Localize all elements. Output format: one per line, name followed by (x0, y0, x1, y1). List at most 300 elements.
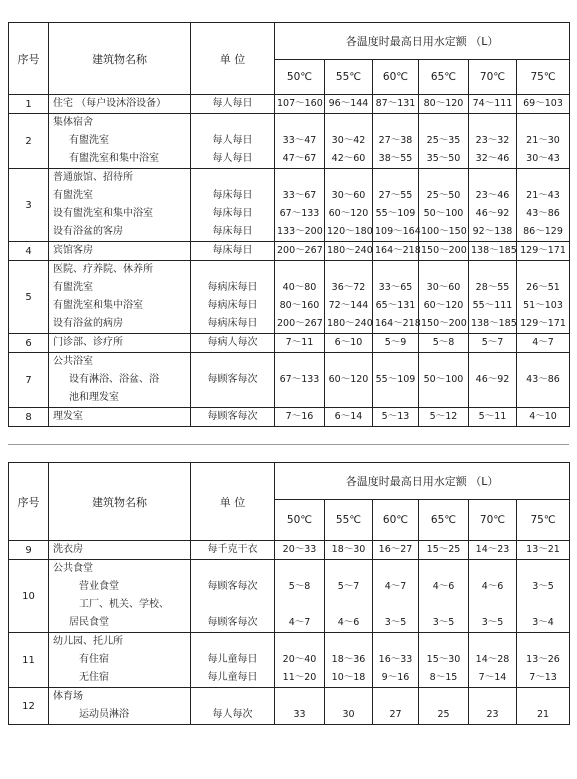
quota-value-cell (419, 541, 469, 560)
unit-label: 每顾客每次 (207, 581, 258, 592)
quota-value: 18～30 (331, 544, 366, 555)
quota-value: 50～100 (423, 374, 464, 385)
quota-value (375, 633, 416, 651)
quota-value-cell (275, 688, 325, 725)
unit-label: 每床每日 (212, 226, 253, 237)
quota-value-cell (419, 353, 469, 408)
quota-value: 69～103 (523, 98, 563, 109)
quota-value: 6～14 (334, 411, 363, 422)
quota-value: 107～160 (277, 98, 323, 109)
quota-value (277, 389, 322, 407)
quota-value-cell (325, 560, 373, 633)
building-name: 门诊部、诊疗所 (53, 337, 123, 348)
header-building-name: 建筑物名称 (49, 23, 191, 95)
quota-value (519, 633, 567, 651)
quota-value-cell (517, 334, 570, 353)
quota-value (519, 261, 567, 279)
quota-value-cell (373, 633, 419, 688)
quota-value-cell (419, 261, 469, 334)
table-row (9, 169, 570, 242)
quota-value: 3～5 (432, 617, 455, 628)
quota-value-cell (469, 95, 517, 114)
quota-value-cell (469, 242, 517, 261)
quota-value: 33～47 (282, 135, 317, 146)
header-temp: 55℃ (325, 500, 373, 541)
row-number: 2 (9, 114, 49, 169)
quota-value: 129～171 (520, 318, 566, 329)
quota-value (471, 261, 514, 279)
quota-value (327, 114, 370, 132)
quota-value-cell (275, 560, 325, 633)
unit-label: 每病床每日 (207, 318, 258, 329)
building-name: 住宅 （每户设沐浴设备） (53, 98, 167, 109)
table-row (9, 114, 570, 169)
quota-value: 47～67 (282, 153, 317, 164)
quota-value (471, 389, 514, 407)
quota-value: 4～10 (529, 411, 557, 422)
row-number: 5 (9, 261, 49, 334)
unit-cell (191, 261, 275, 334)
section-divider (8, 444, 569, 445)
quota-value (421, 688, 466, 706)
table-row (9, 560, 570, 633)
quota-value (277, 261, 322, 279)
quota-value (471, 114, 514, 132)
quota-value-cell (469, 541, 517, 560)
header-temp: 75℃ (517, 500, 570, 541)
quota-value: 8～15 (429, 672, 458, 683)
header-temp: 70℃ (469, 500, 517, 541)
quota-value: 5～7 (481, 337, 504, 348)
quota-value: 33～67 (282, 190, 317, 201)
row-number: 1 (9, 95, 49, 114)
row-number: 4 (9, 242, 49, 261)
quota-value: 23 (486, 709, 499, 720)
quota-value (327, 169, 370, 187)
unit-label (193, 169, 272, 187)
quota-value: 200～267 (277, 245, 323, 256)
table-row (9, 633, 570, 688)
quota-value (471, 560, 514, 578)
quota-value: 20～33 (282, 544, 317, 555)
building-name-cell (49, 242, 191, 261)
row-number: 6 (9, 334, 49, 353)
quota-value (471, 353, 514, 371)
unit-cell (191, 633, 275, 688)
header-temp: 75℃ (517, 60, 570, 95)
building-name: 设有盥洗室和集中浴室 (53, 208, 153, 219)
quota-value: 80～160 (279, 300, 320, 311)
quota-value-cell (419, 114, 469, 169)
quota-value: 5～11 (478, 411, 507, 422)
quota-value-cell (517, 688, 570, 725)
quota-value (277, 688, 322, 706)
unit-cell (191, 688, 275, 725)
quota-value-cell (275, 353, 325, 408)
quota-value: 100～150 (421, 226, 467, 237)
quota-value-cell (419, 408, 469, 427)
quota-value-cell (275, 633, 325, 688)
table-2-body (9, 541, 570, 725)
building-name: 设有淋浴、浴盆、浴 (69, 374, 159, 385)
unit-cell (191, 114, 275, 169)
header-temp: 65℃ (419, 60, 469, 95)
quota-value: 5～8 (432, 337, 455, 348)
building-name-cell (49, 541, 191, 560)
quota-value-cell (517, 541, 570, 560)
building-name: 有住宿 (79, 654, 109, 665)
unit-label: 每床每日 (212, 245, 253, 256)
quota-value: 164～218 (375, 318, 421, 329)
quota-value: 30～60 (331, 190, 366, 201)
quota-value-cell (275, 334, 325, 353)
building-name: 幼儿园、托儿所 (53, 636, 123, 647)
unit-label: 每儿童每日 (207, 654, 258, 665)
building-name: 有盥洗室 (53, 282, 93, 293)
unit-cell (191, 560, 275, 633)
quota-value-cell (517, 353, 570, 408)
unit-label: 每顾客每次 (207, 374, 258, 385)
table-row (9, 242, 570, 261)
quota-value: 16～27 (378, 544, 413, 555)
quota-value: 43～86 (526, 374, 560, 385)
quota-value-cell (275, 261, 325, 334)
building-name: 居民食堂 (69, 617, 109, 628)
unit-label: 每人每次 (212, 709, 253, 720)
quota-value (519, 596, 567, 614)
quota-value (421, 389, 466, 407)
unit-label: 每病床每日 (207, 300, 258, 311)
quota-value: 5～12 (429, 411, 458, 422)
building-name: 有盥洗室 (69, 135, 109, 146)
quota-value: 7～11 (285, 337, 314, 348)
header-no: 序号 (9, 463, 49, 541)
building-name: 公共食堂 (53, 563, 93, 574)
quota-value-cell (275, 541, 325, 560)
quota-value: 87～131 (375, 98, 416, 109)
quota-value (327, 261, 370, 279)
quota-value: 5～9 (384, 337, 407, 348)
quota-value-cell (373, 541, 419, 560)
unit-label (193, 688, 272, 706)
quota-value: 7～14 (478, 672, 507, 683)
quota-value: 55～109 (375, 374, 416, 385)
quota-value-cell (373, 688, 419, 725)
quota-value-cell (419, 334, 469, 353)
quota-value: 28～55 (475, 282, 510, 293)
quota-value: 30～43 (526, 153, 560, 164)
building-name: 宾馆客房 (53, 245, 93, 256)
quota-value: 7～13 (529, 672, 557, 683)
quota-value: 23～46 (475, 190, 510, 201)
quota-value (519, 114, 567, 132)
unit-label: 每千克干衣 (207, 544, 258, 555)
building-name: 有盥洗室和集中浴室 (69, 153, 159, 164)
quota-value: 74～111 (472, 98, 513, 109)
quota-value: 50～100 (423, 208, 464, 219)
building-name: 设有浴盆的客房 (53, 226, 123, 237)
building-name: 普通旅馆、招待所 (53, 172, 133, 183)
quota-value (519, 389, 567, 407)
quota-value: 96～144 (328, 98, 369, 109)
quota-value: 42～60 (331, 153, 366, 164)
quota-value: 65～131 (375, 300, 416, 311)
quota-value: 3～4 (532, 617, 554, 628)
quota-value: 4～7 (288, 617, 311, 628)
quota-value (375, 596, 416, 614)
quota-value: 27 (389, 709, 402, 720)
quota-value-cell (325, 114, 373, 169)
building-name: 医院、疗养院、休养所 (53, 264, 153, 275)
quota-value-cell (373, 353, 419, 408)
header-temp: 60℃ (373, 60, 419, 95)
unit-cell (191, 408, 275, 427)
header-temp: 60℃ (373, 500, 419, 541)
quota-value: 33 (293, 709, 306, 720)
quota-value: 25～50 (426, 190, 461, 201)
quota-value: 4～6 (432, 581, 455, 592)
quota-value (277, 353, 322, 371)
quota-value: 43～86 (526, 208, 560, 219)
header-building-name: 建筑物名称 (49, 463, 191, 541)
quota-value: 14～28 (475, 654, 510, 665)
quota-value: 11～20 (282, 672, 317, 683)
quota-value (375, 389, 416, 407)
unit-label: 每病人每次 (207, 337, 258, 348)
quota-value: 5～13 (381, 411, 410, 422)
building-name-cell (49, 408, 191, 427)
water-quota-table-2 (8, 462, 570, 725)
row-number: 7 (9, 353, 49, 408)
quota-value-cell (275, 408, 325, 427)
quota-value: 40～80 (282, 282, 317, 293)
unit-label: 每人每日 (212, 98, 253, 109)
quota-value-cell (469, 114, 517, 169)
quota-value: 14～23 (475, 544, 510, 555)
quota-value (421, 114, 466, 132)
building-name: 有盥洗室和集中浴室 (53, 300, 143, 311)
quota-value (421, 261, 466, 279)
building-name-cell (49, 334, 191, 353)
quota-value (519, 560, 567, 578)
unit-label: 每床每日 (212, 208, 253, 219)
quota-value-cell (275, 95, 325, 114)
unit-label: 每床每日 (212, 190, 253, 201)
quota-value: 21～30 (526, 135, 560, 146)
header-quota-group: 各温度时最高日用水定额 （L） (275, 23, 570, 60)
quota-value: 20～40 (282, 654, 317, 665)
quota-value: 55～109 (375, 208, 416, 219)
quota-value-cell (469, 334, 517, 353)
quota-value: 46～92 (475, 374, 510, 385)
quota-value (327, 389, 370, 407)
building-name: 体育场 (53, 691, 83, 702)
quota-value: 13～26 (526, 654, 560, 665)
quota-value: 72～144 (328, 300, 369, 311)
quota-value (327, 596, 370, 614)
building-name: 无住宿 (79, 672, 109, 683)
quota-value-cell (517, 169, 570, 242)
quota-value: 180～240 (327, 245, 373, 256)
quota-value: 15～30 (426, 654, 461, 665)
quota-value: 9～16 (381, 672, 410, 683)
quota-value: 133～200 (277, 226, 323, 237)
table-1-body (9, 95, 570, 427)
quota-value-cell (419, 560, 469, 633)
unit-label (193, 114, 272, 132)
quota-value (277, 596, 322, 614)
quota-value: 21 (536, 709, 550, 720)
quota-value: 129～171 (520, 245, 566, 256)
quota-value: 27～38 (378, 135, 413, 146)
quota-value-cell (325, 688, 373, 725)
quota-value: 60～120 (423, 300, 464, 311)
header-temp: 65℃ (419, 500, 469, 541)
quota-value (421, 596, 466, 614)
quota-value-cell (325, 353, 373, 408)
table-row (9, 95, 570, 114)
quota-value: 5～7 (337, 581, 360, 592)
quota-value: 27～55 (378, 190, 413, 201)
building-name-cell (49, 95, 191, 114)
quota-value-cell (325, 169, 373, 242)
quota-value: 92～138 (472, 226, 513, 237)
quota-value: 109～164 (375, 226, 421, 237)
quota-value: 4～6 (481, 581, 504, 592)
quota-value-cell (275, 169, 325, 242)
row-number: 9 (9, 541, 49, 560)
quota-value: 30～42 (331, 135, 366, 146)
quota-value-cell (469, 169, 517, 242)
quota-value (277, 114, 322, 132)
quota-value-cell (419, 242, 469, 261)
quota-value: 180～240 (327, 318, 373, 329)
quota-value: 26～51 (526, 282, 560, 293)
quota-value: 36～72 (331, 282, 366, 293)
table-row (9, 408, 570, 427)
quota-value: 164～218 (375, 245, 421, 256)
quota-value: 3～5 (384, 617, 407, 628)
table-row (9, 688, 570, 725)
quota-value: 67～133 (279, 374, 320, 385)
quota-value (421, 560, 466, 578)
row-number: 10 (9, 560, 49, 633)
header-unit: 单 位 (191, 463, 275, 541)
quota-value (277, 560, 322, 578)
quota-value: 35～50 (426, 153, 461, 164)
unit-label: 每顾客每次 (207, 617, 258, 628)
quota-value (375, 353, 416, 371)
building-name: 设有浴盆的病房 (53, 318, 123, 329)
quota-value: 120～180 (327, 226, 373, 237)
quota-value: 60～120 (328, 208, 369, 219)
unit-label: 每病床每日 (207, 282, 258, 293)
building-name: 公共浴室 (53, 356, 93, 367)
building-name-cell (49, 353, 191, 408)
row-number: 11 (9, 633, 49, 688)
quota-value-cell (419, 169, 469, 242)
quota-value (327, 688, 370, 706)
quota-value: 4～6 (337, 617, 360, 628)
building-name-cell (49, 633, 191, 688)
quota-value (327, 560, 370, 578)
quota-value (471, 169, 514, 187)
table-row (9, 353, 570, 408)
quota-value-cell (373, 242, 419, 261)
unit-label: 每儿童每日 (207, 672, 258, 683)
quota-value: 80～120 (423, 98, 464, 109)
unit-label (193, 389, 272, 407)
header-no: 序号 (9, 23, 49, 95)
unit-cell (191, 95, 275, 114)
quota-value-cell (275, 242, 325, 261)
building-name: 理发室 (53, 411, 83, 422)
quota-value-cell (373, 560, 419, 633)
quota-value-cell (517, 633, 570, 688)
quota-value: 38～55 (378, 153, 413, 164)
quota-value-cell (469, 353, 517, 408)
quota-value (519, 353, 567, 371)
quota-value-cell (373, 114, 419, 169)
header-temp: 70℃ (469, 60, 517, 95)
building-name: 运动员淋浴 (79, 709, 129, 720)
header-temp: 55℃ (325, 60, 373, 95)
quota-value-cell (469, 688, 517, 725)
quota-value-cell (373, 334, 419, 353)
row-number: 8 (9, 408, 49, 427)
quota-value: 23～32 (475, 135, 510, 146)
quota-value-cell (325, 334, 373, 353)
quota-value: 200～267 (277, 318, 323, 329)
quota-value (421, 633, 466, 651)
quota-value: 15～25 (426, 544, 461, 555)
row-number: 3 (9, 169, 49, 242)
quota-value (277, 633, 322, 651)
table-row (9, 334, 570, 353)
quota-value: 6～10 (334, 337, 363, 348)
header-temp: 50℃ (275, 60, 325, 95)
unit-label: 每顾客每次 (207, 411, 258, 422)
quota-value-cell (517, 242, 570, 261)
quota-value: 25～35 (426, 135, 461, 146)
quota-value: 55～111 (472, 300, 513, 311)
quota-value: 10～18 (331, 672, 366, 683)
building-name: 营业食堂 (79, 581, 119, 592)
header-unit: 单 位 (191, 23, 275, 95)
quota-value: 4～7 (384, 581, 407, 592)
quota-value: 51～103 (523, 300, 563, 311)
quota-value-cell (419, 633, 469, 688)
building-name-cell (49, 169, 191, 242)
quota-value: 3～5 (532, 581, 554, 592)
unit-cell (191, 169, 275, 242)
quota-value (519, 169, 567, 187)
quota-value: 30～60 (426, 282, 461, 293)
quota-value (519, 688, 567, 706)
building-name-cell (49, 560, 191, 633)
building-name: 集体宿舍 (53, 117, 93, 128)
quota-value-cell (517, 114, 570, 169)
header-temp: 50℃ (275, 500, 325, 541)
quota-value: 13～21 (526, 544, 560, 555)
quota-value: 46～92 (475, 208, 510, 219)
unit-label (193, 261, 272, 279)
unit-label (193, 633, 272, 651)
building-name-cell (49, 688, 191, 725)
building-name: 池和理发室 (69, 392, 119, 403)
quota-value-cell (469, 560, 517, 633)
header-quota-group: 各温度时最高日用水定额 （L） (275, 463, 570, 500)
